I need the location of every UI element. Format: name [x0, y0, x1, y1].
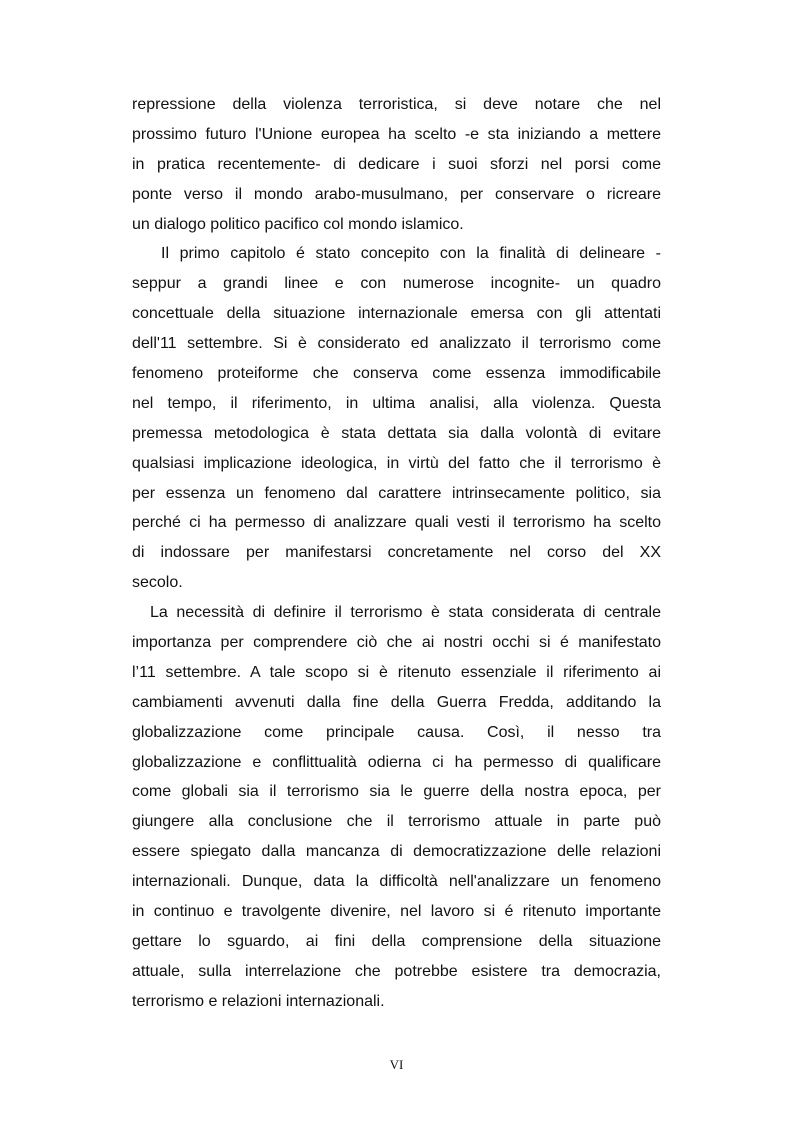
text-line: internazionali. Dunque, data la difficoltà nell'analizzare un fenomeno — [132, 873, 661, 891]
text-line: secolo. — [132, 574, 183, 592]
text-line: gettare lo sguardo, ai fini della comprensione della situazione — [132, 932, 661, 950]
text-line: premessa metodologica è stata dettata sia dalla volontà di evitare — [132, 424, 661, 442]
text-line: dell'11 settembre. Si è considerato ed analizzato il terrorismo come — [132, 335, 661, 353]
text-line: nel tempo, il riferimento, in ultima analisi, alla violenza. Questa — [132, 394, 661, 412]
text-line: perché ci ha permesso di analizzare quali vesti il terrorismo ha scelto — [132, 514, 661, 532]
text-line: importanza per comprendere ciò che ai nostri occhi si é manifestato — [132, 634, 661, 652]
text-line: un dialogo politico pacifico col mondo islamico. — [132, 215, 464, 233]
page-number: VI — [389, 1057, 404, 1072]
text-line: ponte verso il mondo arabo-musulmano, per conservare o ricreare — [132, 185, 661, 203]
body-text — [132, 90, 661, 1017]
text-line: seppur a grandi linee e con numerose incognite- un quadro — [132, 275, 661, 293]
text-line: repressione della violenza terroristica, si deve notare che nel — [132, 96, 661, 113]
text-line: fenomeno proteiforme che conserva come essenza immodificabile — [132, 365, 661, 383]
text-line: in continuo e travolgente divenire, nel lavoro si é ritenuto importante — [132, 903, 661, 921]
text-line: come globali sia il terrorismo sia le guerre della nostra epoca, per — [132, 783, 661, 801]
text-line: globalizzazione come principale causa. Così, il nesso tra — [132, 723, 661, 741]
text-line: concettuale della situazione internazionale emersa con gli attentati — [132, 305, 661, 323]
text-line: essere spiegato dalla mancanza di democratizzazione delle relazioni — [132, 843, 661, 861]
text-line: per essenza un fenomeno dal carattere intrinsecamente politico, sia — [132, 484, 661, 502]
text-line: in pratica recentemente- di dedicare i suoi sforzi nel porsi come — [132, 155, 661, 173]
text-line: cambiamenti avvenuti dalla fine della Guerra Fredda, additando la — [132, 693, 661, 711]
text-line: di indossare per manifestarsi concretamente nel corso del XX — [132, 544, 661, 562]
text-line: attuale, sulla interrelazione che potrebbe esistere tra democrazia, — [132, 962, 661, 980]
text-line: Il primo capitolo é stato concepito con la finalità di delineare - — [161, 245, 661, 263]
text-line: giungere alla conclusione che il terrorismo attuale in parte può — [132, 813, 661, 831]
text-line: globalizzazione e conflittualità odierna ci ha permesso di qualificare — [132, 753, 661, 771]
text-line: prossimo futuro l'Unione europea ha scelto -e sta iniziando a mettere — [132, 125, 661, 143]
text-line: qualsiasi implicazione ideologica, in virtù del fatto che il terrorismo è — [132, 454, 661, 472]
text-line: La necessità di definire il terrorismo è stata considerata di centrale — [150, 604, 661, 622]
text-line: l’11 settembre. A tale scopo si è ritenuto essenziale il riferimento ai — [132, 663, 661, 681]
text-line: terrorismo e relazioni internazionali. — [132, 992, 385, 1010]
